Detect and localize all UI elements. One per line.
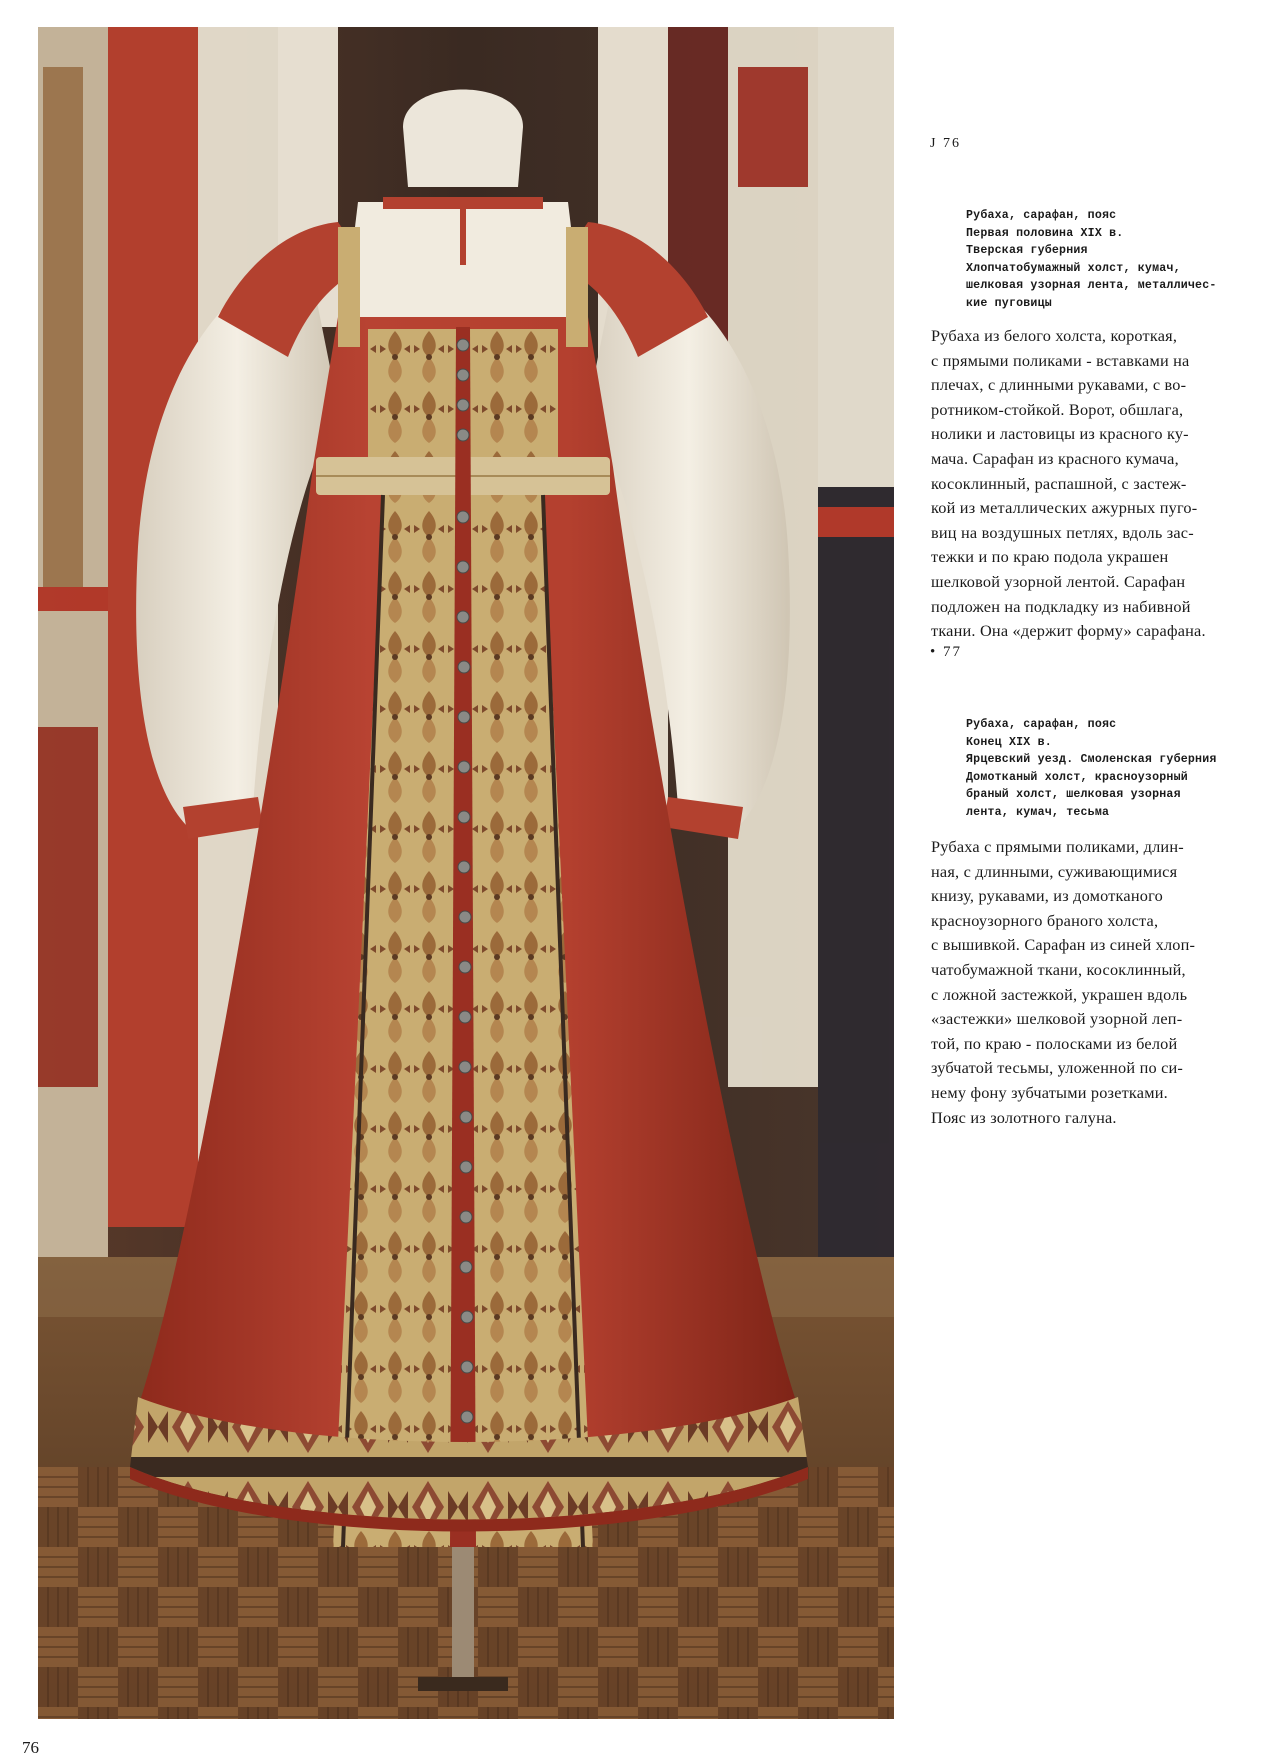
caption-line: Конец XIX в. (966, 735, 1052, 749)
caption-line: Рубаха, сарафан, пояс (966, 718, 1117, 731)
text-line: тежки и по краю подола украшен (931, 547, 1169, 567)
text-line: ная, с длинными, суживающимися (931, 861, 1178, 881)
text-line: с ложной застежкой, украшен вдоль (931, 984, 1188, 1004)
page-number: 76 (22, 1738, 39, 1757)
plate-number: J 76 (930, 136, 961, 151)
text-line: «застежки» шелковой узорной леп- (931, 1009, 1183, 1029)
caption-line: Рубаха, сарафан, пояс (966, 209, 1117, 222)
text-line: ткани. Она «держит форму» сарафана. (931, 621, 1206, 641)
text-line: той, по краю - полосками из белой (931, 1033, 1178, 1053)
plate-number: • 77 (930, 644, 963, 660)
caption (966, 207, 1266, 312)
description-text (931, 324, 1257, 644)
text-line: Пояс из золотного галуна. (931, 1107, 1117, 1127)
description-text (931, 835, 1257, 1130)
text-line: книзу, рукавами, из домотканого (931, 886, 1163, 906)
caption-line: Ярцевский уезд. Смоленская губерния (966, 753, 1217, 766)
text-line: зубчатой тесьмы, уложенной по си- (931, 1058, 1184, 1078)
text-line: косоклинный, распашной, с застеж- (931, 473, 1187, 493)
caption-line: Тверская губерния (966, 244, 1088, 257)
caption-line: браный холст, шелковая узорная (966, 788, 1181, 801)
text-line: Рубаха из белого холста, короткая, (931, 326, 1178, 345)
text-line: плечах, с длинными рукавами, с во- (931, 375, 1187, 395)
text-line: Рубаха с прямыми поликами, длин- (931, 837, 1184, 856)
caption (966, 716, 1266, 821)
caption-line: лента, кумач, тесьма (966, 805, 1110, 819)
text-line: нему фону зубчатыми розетками. (931, 1082, 1168, 1102)
text-line: с вышивкой. Сарафан из синей хлоп- (931, 935, 1196, 955)
text-line: с прямыми поликами - вставками на (931, 350, 1190, 370)
caption-line: шелковая узорная лента, металличес- (966, 279, 1217, 292)
costume-illustration (38, 27, 894, 1719)
text-line: красноузорного браного холста, (931, 910, 1159, 930)
caption-line: Хлопчатобумажный холст, кумач, (966, 261, 1181, 275)
text-line: мача. Сарафан из красного кумача, (931, 448, 1179, 468)
text-line: нолики и ластовицы из красного ку- (931, 424, 1189, 444)
caption-line: Домотканый холст, красноузорный (966, 770, 1188, 784)
caption-line: Первая половина XIX в. (966, 226, 1124, 240)
text-line: подложен на подкладку из набивной (931, 596, 1191, 616)
costume-photo (38, 27, 894, 1719)
text-line: чатобумажной ткани, косоклинный, (931, 959, 1186, 979)
caption-line: кие пуговицы (966, 296, 1052, 310)
text-line: ротником-стойкой. Ворот, обшлага, (931, 399, 1184, 419)
text-line: виц на воздушных петлях, вдоль зас- (931, 522, 1194, 542)
text-line: шелковой узорной лентой. Сарафан (931, 571, 1186, 591)
text-line: кой из металлических ажурных пуго- (931, 498, 1198, 518)
